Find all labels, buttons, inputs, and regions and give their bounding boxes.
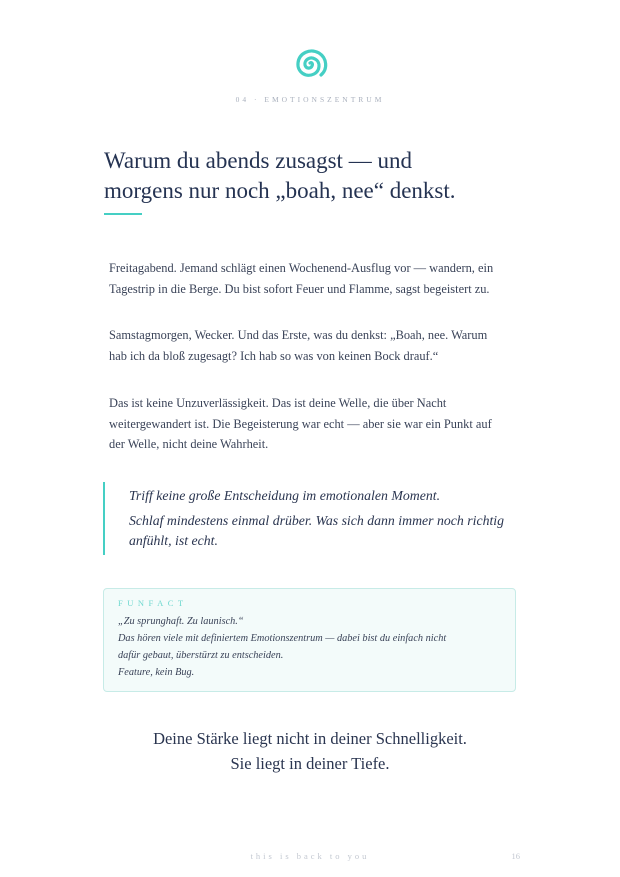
paragraph-saturday (109, 325, 519, 366)
title-line: morgens nur noch „boah, nee“ denkst. (104, 178, 456, 203)
funfact-line: dafür gebaut, überstürzt zu entscheiden. (118, 650, 284, 661)
funfact-box (103, 588, 516, 692)
funfact-line: „Zu sprunghaft. Zu launisch.“ (118, 616, 244, 627)
paragraph-line: Tagestrip in die Berge. Du bist sofort Feuer und Flamme, sagst begeistert zu. (109, 281, 490, 296)
quote-accent-bar (103, 482, 105, 555)
paragraph-friday (109, 258, 519, 299)
closing-statement (0, 726, 620, 776)
paragraph-line: der Welle, nicht deine Wahrheit. (109, 437, 269, 451)
title-underline (104, 213, 142, 215)
section-kicker: 04 · EMOTIONSZENTRUM (235, 95, 385, 104)
paragraph-line: weitergewandert ist. Die Begeisterung war echt — aber sie war ein Punkt auf (109, 416, 492, 431)
pull-quote (129, 486, 519, 552)
paragraph-line: Freitagabend. Jemand schlägt einen Wochenend-Ausflug vor — wandern, ein (109, 261, 494, 275)
title-line: Warum du abends zusagst — und (104, 148, 412, 173)
funfact-title: FUNFACT (118, 598, 188, 608)
quote-line: Schlaf mindestens einmal drüber. Was sich dann immer noch richtig (129, 512, 505, 528)
footer-tagline: this is back to you (250, 851, 370, 861)
paragraph-line: hab ich da bloß zugesagt? Ich hab so was von keinen Bock drauf.“ (109, 348, 439, 363)
spiral-icon (290, 43, 330, 83)
page-title (104, 146, 524, 206)
quote-line: Triff keine große Entscheidung im emotionalen Moment. (129, 488, 441, 503)
paragraph-line: Das ist keine Unzuverlässigkeit. Das ist deine Welle, die über Nacht (109, 396, 447, 410)
funfact-body (118, 613, 508, 681)
funfact-line: Das hören viele mit definiertem Emotionszentrum — dabei bist du einfach nicht (118, 633, 447, 644)
paragraph-line: Samstagmorgen, Wecker. Und das Erste, was du denkst: „Boah, nee. Warum (109, 328, 488, 342)
quote-line: anfühlt, ist echt. (129, 533, 218, 548)
funfact-line: Feature, kein Bug. (118, 667, 195, 678)
paragraph-wave (109, 393, 519, 455)
closing-line: Sie liegt in deiner Tiefe. (230, 754, 390, 773)
closing-line: Deine Stärke liegt nicht in deiner Schnelligkeit. (153, 729, 467, 748)
page-number: 16 (511, 851, 520, 861)
